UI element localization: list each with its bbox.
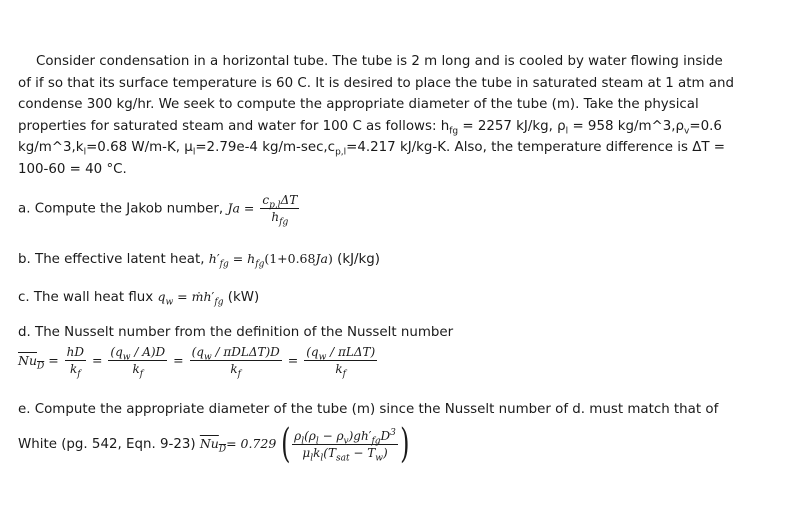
part-c-units: (kW): [227, 290, 260, 305]
statement-line-2: of if so that its surface temperature is 60 C. It is desired to place the tube in saturated steam at 1 atm and: [18, 75, 734, 91]
white-reference: White (pg. 542, Eqn. 9-23): [18, 437, 196, 452]
part-b-label: b. The effective latent heat,: [18, 252, 205, 267]
part-b: [18, 251, 381, 270]
statement-line-4: properties for saturated steam and water for 100 C as follows: $h_{fg} = 2257$ kJ/kg, $\rho_l = 958$ $kg/m\^{}3,\rho_v=0.6$: [18, 118, 722, 137]
problem-statement: [18, 51, 734, 181]
nusselt-fraction-4: $\frac{(q_w / \pi L\Delta T)}{k_f}$: [306, 345, 376, 380]
wall-heat-flux-eq: $q_w$ = $ṁh'_{fg}$: [157, 289, 224, 308]
part-a-label: a. Compute the Jakob number,: [18, 201, 224, 217]
jakob-fraction: $\frac{c_{p,l}\Delta T}{h_{fg}}$: [262, 193, 298, 228]
part-b-units: (kJ/kg): [337, 252, 381, 267]
effective-latent-heat-eq: $h'_{fg} = h_{fg}(1+0.68Ja)$: [208, 251, 333, 270]
part-c-label: c. The wall heat flux: [18, 290, 154, 305]
nusselt-fraction-1: $\frac{hD}{k_f}$: [66, 345, 84, 380]
part-e-label: e. Compute the appropriate diameter of the tube (m) since the Nusselt number of d. must match that of: [18, 402, 719, 417]
part-d-label: d. The Nusselt number from the definition of the Nusselt number: [18, 325, 454, 340]
part-a: a. Compute the Jakob number, Ja = $\frac{c_{p,l}\Delta T}{h_{fg}}$: [18, 193, 298, 228]
part-d-label-row: [18, 325, 453, 340]
statement-line-3: condense 300 kg/hr. We seek to compute the appropriate diameter of the tube (m). Take the physical: [18, 97, 699, 113]
white-correlation-eq: White (pg. 542, Eqn. 9-23) $Nu_D= 0.729$ ( $\frac{\rho_l(\rho_l - \rho_v)gh'_{fg}D^3}{\mu_lk_l(T_{sat} - T_w)}$ ): [18, 421, 410, 467]
statement-line-1: Consider condensation in a horizontal tube. The tube is 2 m long and is cooled by water flowing inside: [36, 54, 723, 69]
white-fraction: $\frac{\rho_l(\rho_l - \rho_v)gh'_{fg}D^3}{\mu_lk_l(T_{sat} - T_w)}$: [294, 427, 396, 463]
part-c: [18, 289, 260, 308]
part-e-label-row: [18, 402, 718, 417]
nusselt-fraction-2: $\frac{(q_w / A)D}{k_f}$: [110, 345, 166, 380]
statement-line-5: $kg/m\^{}3,k_l=0.68$ W/m-K, $\mu_l=2.79e-4$ $kg/m-\sec,c_{p,l}=4.217$ kJ/kg-K. Also, the temperature difference is ΔT =: [18, 140, 726, 159]
jakob-lhs: Ja: [227, 200, 240, 216]
nusselt-definition-eq: $Nu_D$ = $\frac{hD}{k_f}$ = $\frac{(q_w / A)D}{k_f}$ = $\frac{(q_w / \pi DL\Delta T)D}{k_f}$ = $\frac{(q_w / \pi L\Delta T)}{k_f}$: [18, 345, 376, 380]
statement-line-6: 100-60 = 40 °C.: [18, 161, 127, 177]
nusselt-fraction-3: $\frac{(q_w / \pi DL\Delta T)D}{k_f}$: [191, 345, 280, 380]
